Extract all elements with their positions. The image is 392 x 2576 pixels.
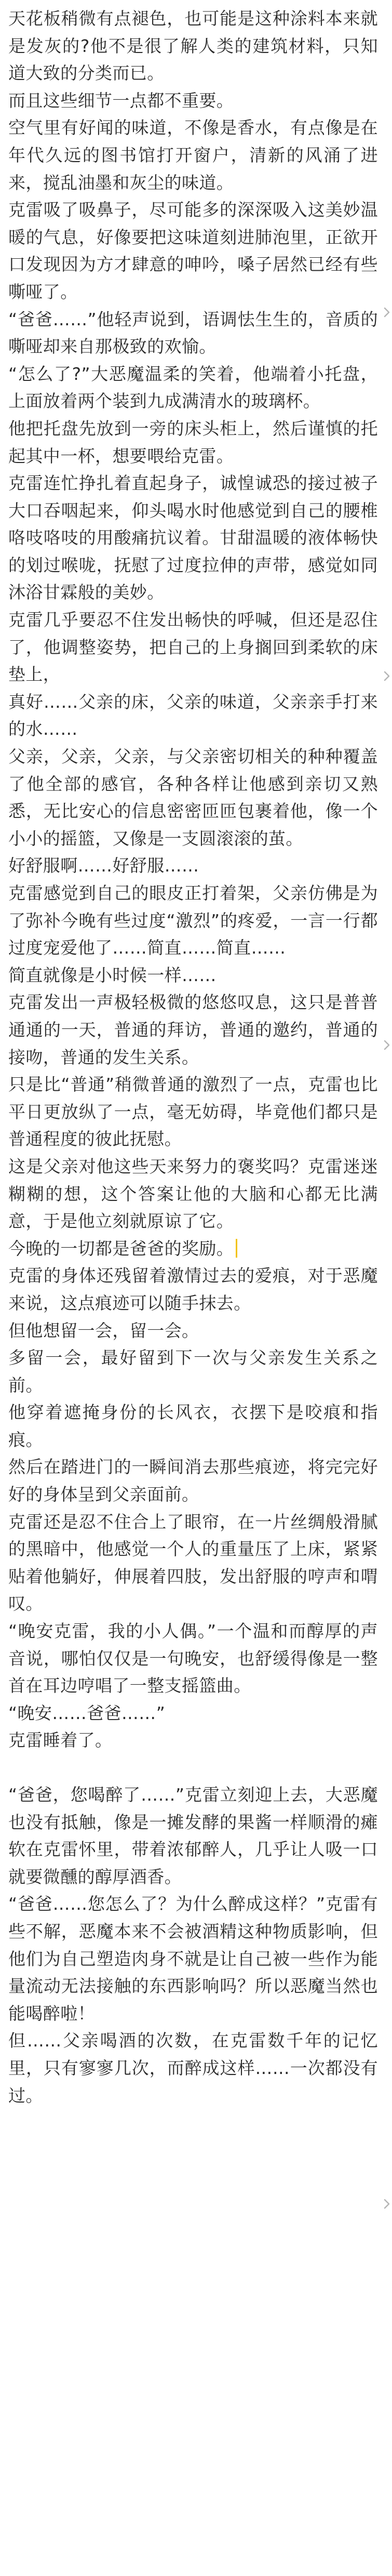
paragraph: 空气里有好闻的味道，不像是香水，有点像是在年代久远的图书馆打开窗户，清新的风涌了进来，搅乱油墨和灰尘的味道。: [8, 117, 378, 193]
paragraph: 父亲，父亲，父亲，与父亲密切相关的种种覆盖了他全部的感官，各种各样让他感到亲切又熟悉，无比安心的信息密密匝匝包裹着他，像一个小小的摇篮，又像是一支圆滚滚的茧。: [8, 746, 378, 849]
section-break: [8, 1754, 378, 1781]
paragraph: 只是比“普通”稍微普通的激烈了一点，克雷也比平日更放纵了一点，毫无妨碍，毕竟他们都只是普通程度的彼此抚慰。: [8, 1074, 378, 1150]
paragraph: “晚安克雷，我的小人偶。”一个温和而醇厚的声音说，哪怕仅仅是一句晚安，也舒缓得像是一整首在耳边哼唱了一整支摇篮曲。: [8, 1621, 378, 1696]
paragraph: 克雷睡着了。: [8, 1730, 113, 1751]
paragraph: “爸爸……您怎么了？为什么醉成这样？”克雷有些不解，恶魔本来不会被酒精这种物质影响，但他们为自己塑造肉身不就是让自己被一些作为能量流动无法接触的东西影响吗？所以恶魔当然也能喝醉啦！: [8, 1894, 378, 2024]
chevron-right-icon[interactable]: [383, 2198, 391, 2210]
paragraph: 天花板稍微有点褪色，也可能是这种涂料本来就是发灰的?他不是很了解人类的建筑材料，只知道大致的分类而已。: [8, 8, 378, 84]
paragraph: 多留一会，最好留到下一次与父亲发生关系之前。: [8, 1348, 378, 1395]
paragraph: 但他想留一会，留一会。: [8, 1320, 199, 1341]
paragraph: 他把托盘先放到一旁的床头柜上，然后谨慎的托起其中一杯，想要喂给克雷。: [8, 418, 378, 466]
paragraph: 克雷感觉到自己的眼皮正打着架，父亲仿佛是为了弥补今晚有些过度“激烈”的疼爱，一言一行都过度宠爱他了……简直……简直……: [8, 883, 378, 958]
article-body: [8, 5, 378, 2109]
paragraph: 好舒服啊……好舒服……: [8, 855, 199, 876]
paragraph: “怎么了?”大恶魔温柔的笑着，他端着小托盘，上面放着两个装到九成满清水的玻璃杯。: [8, 363, 378, 412]
paragraph: 但……父亲喝酒的次数，在克雷数千年的记忆里，只有寥寥几次，而醉成这样……一次都没有过。: [8, 2030, 378, 2106]
paragraph: 克雷吸了吸鼻子，尽可能多的深深吸入这美妙温暖的气息，好像要把这味道刻进肺泡里，正欲开口发现因为方才肆意的呻吟，嗓子居然已经有些嘶哑了。: [8, 200, 378, 302]
paragraph: 而且这些细节一点都不重要。: [8, 90, 234, 111]
chevron-right-icon[interactable]: [383, 1039, 391, 1051]
paragraph-with-cursor: [8, 1235, 378, 1263]
chevron-right-icon[interactable]: [383, 670, 391, 682]
paragraph: 克雷还是忍不住合上了眼帘，在一片丝绸般滑腻的黑暗中，他感觉一个人的重量压了上床，紧紧贴着他躺好，伸展着四肢，发出舒服的哼声和喟叹。: [8, 1511, 378, 1614]
paragraph: “爸爸，您喝醉了……”克雷立刻迎上去，大恶魔也没有抵触，像是一摊发酵的果酱一样顺滑的瘫软在克雷怀里，带着浓郁醉人，几乎让人吸一口就要微醺的醇厚酒香。: [8, 1785, 378, 1887]
paragraph: 克雷发出一声极轻极微的悠悠叹息，这只是普普通通的一天，普通的拜访，普通的邀约，普通的接吻，普通的发生关系。: [8, 992, 378, 1067]
paragraph: 这是父亲对他这些天来努力的褒奖吗？克雷迷迷糊糊的想，这个答案让他的大脑和心都无比满意，于是他立刻就原谅了它。: [8, 1156, 378, 1232]
paragraph: 克雷的身体还残留着激情过去的爱痕，对于恶魔来说，这点痕迹可以随手抹去。: [8, 1265, 378, 1313]
text-cursor: [236, 1239, 237, 1258]
paragraph-text: 今晚的一切都是爸爸的奖励。: [8, 1238, 234, 1259]
paragraph: 克雷几乎要忍不住发出畅快的呼喊，但还是忍住了，他调整姿势，把自己的上身搁回到柔软的床垫上，: [8, 610, 378, 685]
paragraph: “晚安……爸爸……”: [8, 1702, 166, 1723]
paragraph: “爸爸……”他轻声说到，语调怯生生的，音质的嘶哑却来自那极致的欢愉。: [8, 309, 378, 357]
chevron-right-icon[interactable]: [383, 307, 391, 318]
paragraph: 真好……父亲的床，父亲的味道，父亲亲手打来的水……: [8, 691, 378, 739]
paragraph: 简直就像是小时候一样……: [8, 965, 217, 985]
paragraph: 他穿着遮掩身份的长风衣，衣摆下是咬痕和指痕。: [8, 1402, 378, 1450]
paragraph: 克雷连忙挣扎着直起身子，诚惶诚恐的接过被子大口吞咽起来，仰头喝水时他感觉到自己的腰椎咯吱咯吱的用酸痛抗议着。甘甜温暖的液体畅快的划过喉咙，抚慰了过度拉伸的声带，感觉如同沐浴甘霖般的美妙。: [8, 473, 378, 603]
paragraph: 然后在踏进门的一瞬间消去那些痕迹，将完完好好的身体呈到父亲面前。: [8, 1457, 378, 1505]
